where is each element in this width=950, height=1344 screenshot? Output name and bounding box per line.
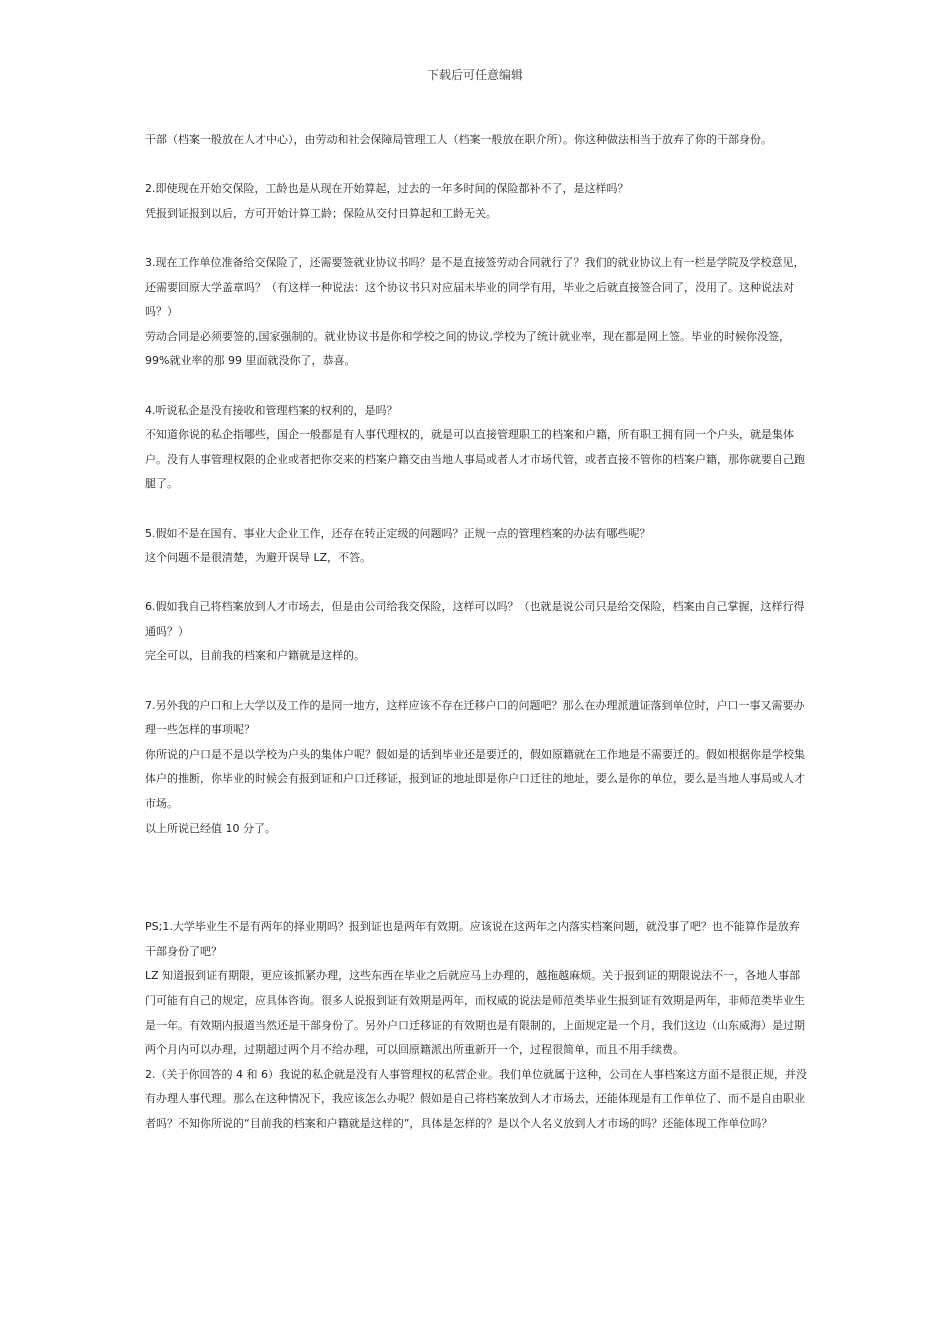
spacer — [145, 497, 807, 522]
spacer — [145, 841, 807, 915]
page-header: 下载后可任意编辑 — [426, 68, 523, 82]
question-2: 2.即使现在开始交保险，工龄也是从现在开始算起，过去的一年多时间的保险都补不了，是这样吗？ — [145, 182, 629, 196]
ps-answer-1: LZ 知道报到证有期限，更应该抓紧办理，这些东西在毕业之后就应马上办理的，越拖越麻烦。关于报到证的期限说法不一，各地人事部门可能有自己的规定，应具体咨询。很多人说报到证有效期是两年，而权威的说法是师范类毕业生报到证有效期是两年，非师范类毕业生是一年。有效期内报道当然还是干部身份了。另外户口迁移证的有效期也是有限制的，上面规定是一个月，我们这边（山东威海）是过期两个月内可以办理，过期超过两个月不给办理，可以回原籍派出所重新开一个，过程很简单，而且不用手续费。 — [145, 969, 805, 1057]
question-4: 4.听说私企是没有接收和管理档案的权利的，是吗？ — [145, 403, 398, 417]
question-5: 5.假如不是在国有、事业大企业工作，还存在转正定级的问题吗？正规一点的管理档案的办法有哪些呢？ — [145, 526, 651, 540]
question-3: 3.现在工作单位准备给交保险了，还需要签就业协议书吗？是不是直接签劳动合同就行了？我们的就业协议上有一栏是学院及学校意见，还需要回原大学盖章吗？（有这样一种说法：这个协议书只对应届未毕业的同学有用，毕业之后就直接签合同了，没用了。这种说法对吗？） — [145, 255, 805, 319]
spacer — [145, 571, 807, 596]
answer-6: 完全可以，目前我的档案和户籍就是这样的。 — [145, 649, 365, 663]
answer-7: 你所说的户口是不是以学校为户头的集体户呢？假如是的话到毕业还是要迁的，假如原籍就在工作地是不需要迁的。假如根据你是学校集体户的推断，你毕业的时候会有报到证和户口迁移证，报到证的地址即是你户口迁往的地址，要么是你的单位，要么是当地人事局或人才市场。 — [145, 747, 805, 811]
answer-2: 凭报到证报到以后，方可开始计算工龄；保险从交付日算起和工龄无关。 — [145, 206, 497, 220]
spacer — [145, 226, 807, 251]
paragraph-intro-cont: 干部（档案一般放在人才中心），由劳动和社会保障局管理工人（档案一般放在职介所）。你这种做法相当于放弃了你的干部身份。 — [145, 133, 772, 146]
spacer — [145, 374, 807, 399]
answer-3: 劳动合同是必须要签的,国家强制的。就业协议书是你和学校之间的协议,学校为了统计就业率，现在都是网上签。毕业的时候你没签，99%就业率的那 99 里面就没你了，恭喜。 — [145, 329, 790, 368]
question-6: 6.假如我自己将档案放到人才市场去，但是由公司给我交保险，这样可以吗？（也就是说公司只是给交保险，档案由自己掌握，这样行得通吗？） — [145, 600, 805, 638]
ps-question-2: 2.（关于你回答的 4 和 6）我说的私企就是没有人事管理权的私营企业。我们单位就属于这种，公司在人事档案这方面不是很正规，并没有办理人事代理。那么在这种情况下，我应该怎么办呢？假如是自己将档案放到人才市场去，还能体现是有工作单位了、而不是自由职业者吗？不知你所说的“目前我的档案和户籍就是这样的”，具体是怎样的？是以个人名义放到人才市场的吗？还能体现工作单位吗？ — [145, 1067, 807, 1130]
answer-5: 这个问题不是很清楚，为避开误导 LZ，不答。 — [145, 551, 372, 565]
question-7: 7.另外我的户口和上大学以及工作的是同一地方，这样应该不存在迁移户口的问题吧？那么在办理派遣证落到单位时，户口一事又需要办理一些怎样的事项呢？ — [145, 698, 805, 737]
ps-question-1: PS;1.大学毕业生不是有两年的择业期吗？报到证也是两年有效期。应该说在这两年之内落实档案问题，就没事了吧？也不能算作是放弃干部身份了吧？ — [145, 920, 800, 958]
document-body — [145, 128, 807, 1137]
answer-4: 不知道你说的私企指哪些，国企一般都是有人事代理权的，就是可以直接管理职工的档案和户籍，所有职工拥有同一个户头，就是集体户。没有人事管理权限的企业或者把你交来的档案户籍交由当地人事局或者人才市场代管，或者直接不管你的档案户籍，那你就要自己跑腿了。 — [145, 428, 805, 491]
spacer — [145, 669, 807, 694]
closing-remark: 以上所说已经值 10 分了。 — [145, 821, 276, 835]
spacer — [145, 153, 807, 178]
